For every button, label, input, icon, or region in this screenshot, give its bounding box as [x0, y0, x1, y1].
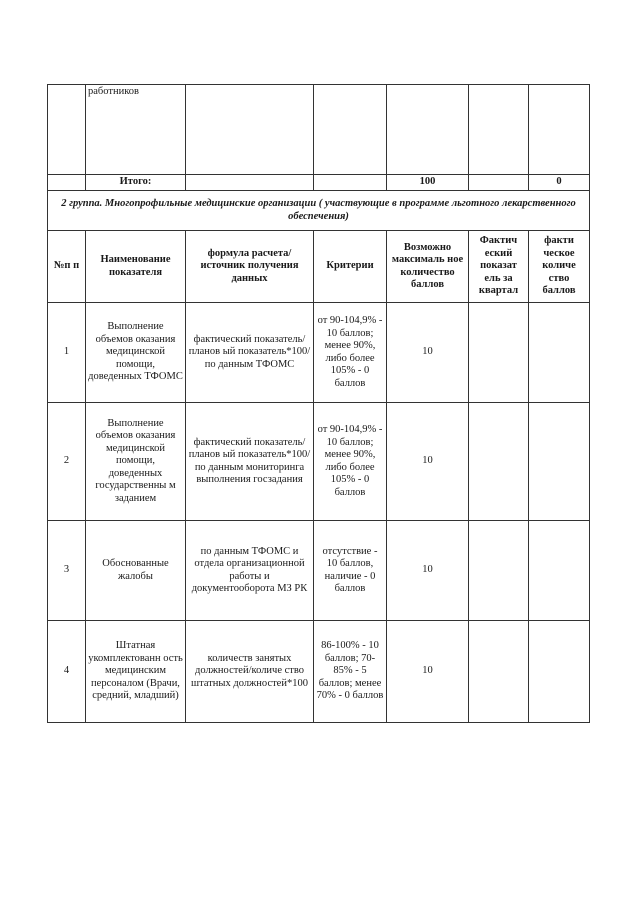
row-criteria: отсутствие - 10 баллов, наличие - 0 баллов: [314, 521, 387, 621]
cell-empty: [387, 85, 469, 175]
row-actual-quarter: [469, 303, 529, 403]
cell-empty: [186, 175, 314, 191]
cell-empty: [469, 85, 529, 175]
row-num: 1: [48, 303, 86, 403]
table-row: [48, 303, 590, 403]
row-actual-count: [529, 403, 590, 521]
row-name: Штатная укомплектованн ость медицинским персоналом (Врачи, средний, младший): [86, 621, 186, 723]
row-max: 10: [387, 303, 469, 403]
total-row: [48, 175, 590, 191]
cell-empty: [529, 85, 590, 175]
row-max: 10: [387, 403, 469, 521]
cell-empty: [48, 85, 86, 175]
group-title-row: [48, 191, 590, 231]
row-formula: фактический показатель/планов ый показатель*100/по данным мониторинга выполнения госзадания: [186, 403, 314, 521]
row-actual-quarter: [469, 621, 529, 723]
cell-empty: [469, 175, 529, 191]
row-criteria: от 90-104,9% - 10 баллов; менее 90%, либо более 105% - 0 баллов: [314, 303, 387, 403]
row-name: Выполнение объемов оказания медицинской помощи, доведенных ТФОМС: [86, 303, 186, 403]
row-formula: количеств занятых должностей/количе ство штатных должностей*100: [186, 621, 314, 723]
name-fragment: работников: [86, 85, 186, 175]
row-formula: фактический показатель/планов ый показатель*100/по данным ТФОМС: [186, 303, 314, 403]
total-max-score: 100: [387, 175, 469, 191]
header-formula: формула расчета/источник получения данных: [186, 231, 314, 303]
total-actual-count: 0: [529, 175, 590, 191]
header-actual-quarter: Фактич еский показат ель за квартал: [469, 231, 529, 303]
cell-empty: [314, 175, 387, 191]
row-actual-count: [529, 621, 590, 723]
group-title: 2 группа. Многопрофильные медицинские организации ( участвующие в программе льготного лекарственного обеспечения): [48, 191, 590, 231]
table-row: [48, 521, 590, 621]
row-num: 3: [48, 521, 86, 621]
row-actual-count: [529, 303, 590, 403]
row-max: 10: [387, 621, 469, 723]
row-actual-count: [529, 521, 590, 621]
header-max: Возможно максималь ное количество баллов: [387, 231, 469, 303]
table-row: [48, 403, 590, 521]
row-num: 2: [48, 403, 86, 521]
header-criteria: Критерии: [314, 231, 387, 303]
row-num: 4: [48, 621, 86, 723]
row-name: Выполнение объемов оказания медицинской помощи, доведенных государственны м заданием: [86, 403, 186, 521]
header-name: Наименование показателя: [86, 231, 186, 303]
header-num: №п п: [48, 231, 86, 303]
header-row: [48, 231, 590, 303]
continuation-row: [48, 85, 590, 175]
cell-empty: [314, 85, 387, 175]
row-name: Обоснованные жалобы: [86, 521, 186, 621]
criteria-table: [47, 84, 590, 723]
row-formula: по данным ТФОМС и отдела организационной работы и документооборота МЗ РК: [186, 521, 314, 621]
table-row: [48, 621, 590, 723]
row-actual-quarter: [469, 403, 529, 521]
row-max: 10: [387, 521, 469, 621]
cell-empty: [186, 85, 314, 175]
row-criteria: 86-100% - 10 баллов; 70-85% - 5 баллов; менее 70% - 0 баллов: [314, 621, 387, 723]
cell-empty: [48, 175, 86, 191]
header-actual-count: факти ческое количе ство баллов: [529, 231, 590, 303]
row-criteria: от 90-104,9% - 10 баллов; менее 90%, либо более 105% - 0 баллов: [314, 403, 387, 521]
total-label: Итого:: [86, 175, 186, 191]
row-actual-quarter: [469, 521, 529, 621]
